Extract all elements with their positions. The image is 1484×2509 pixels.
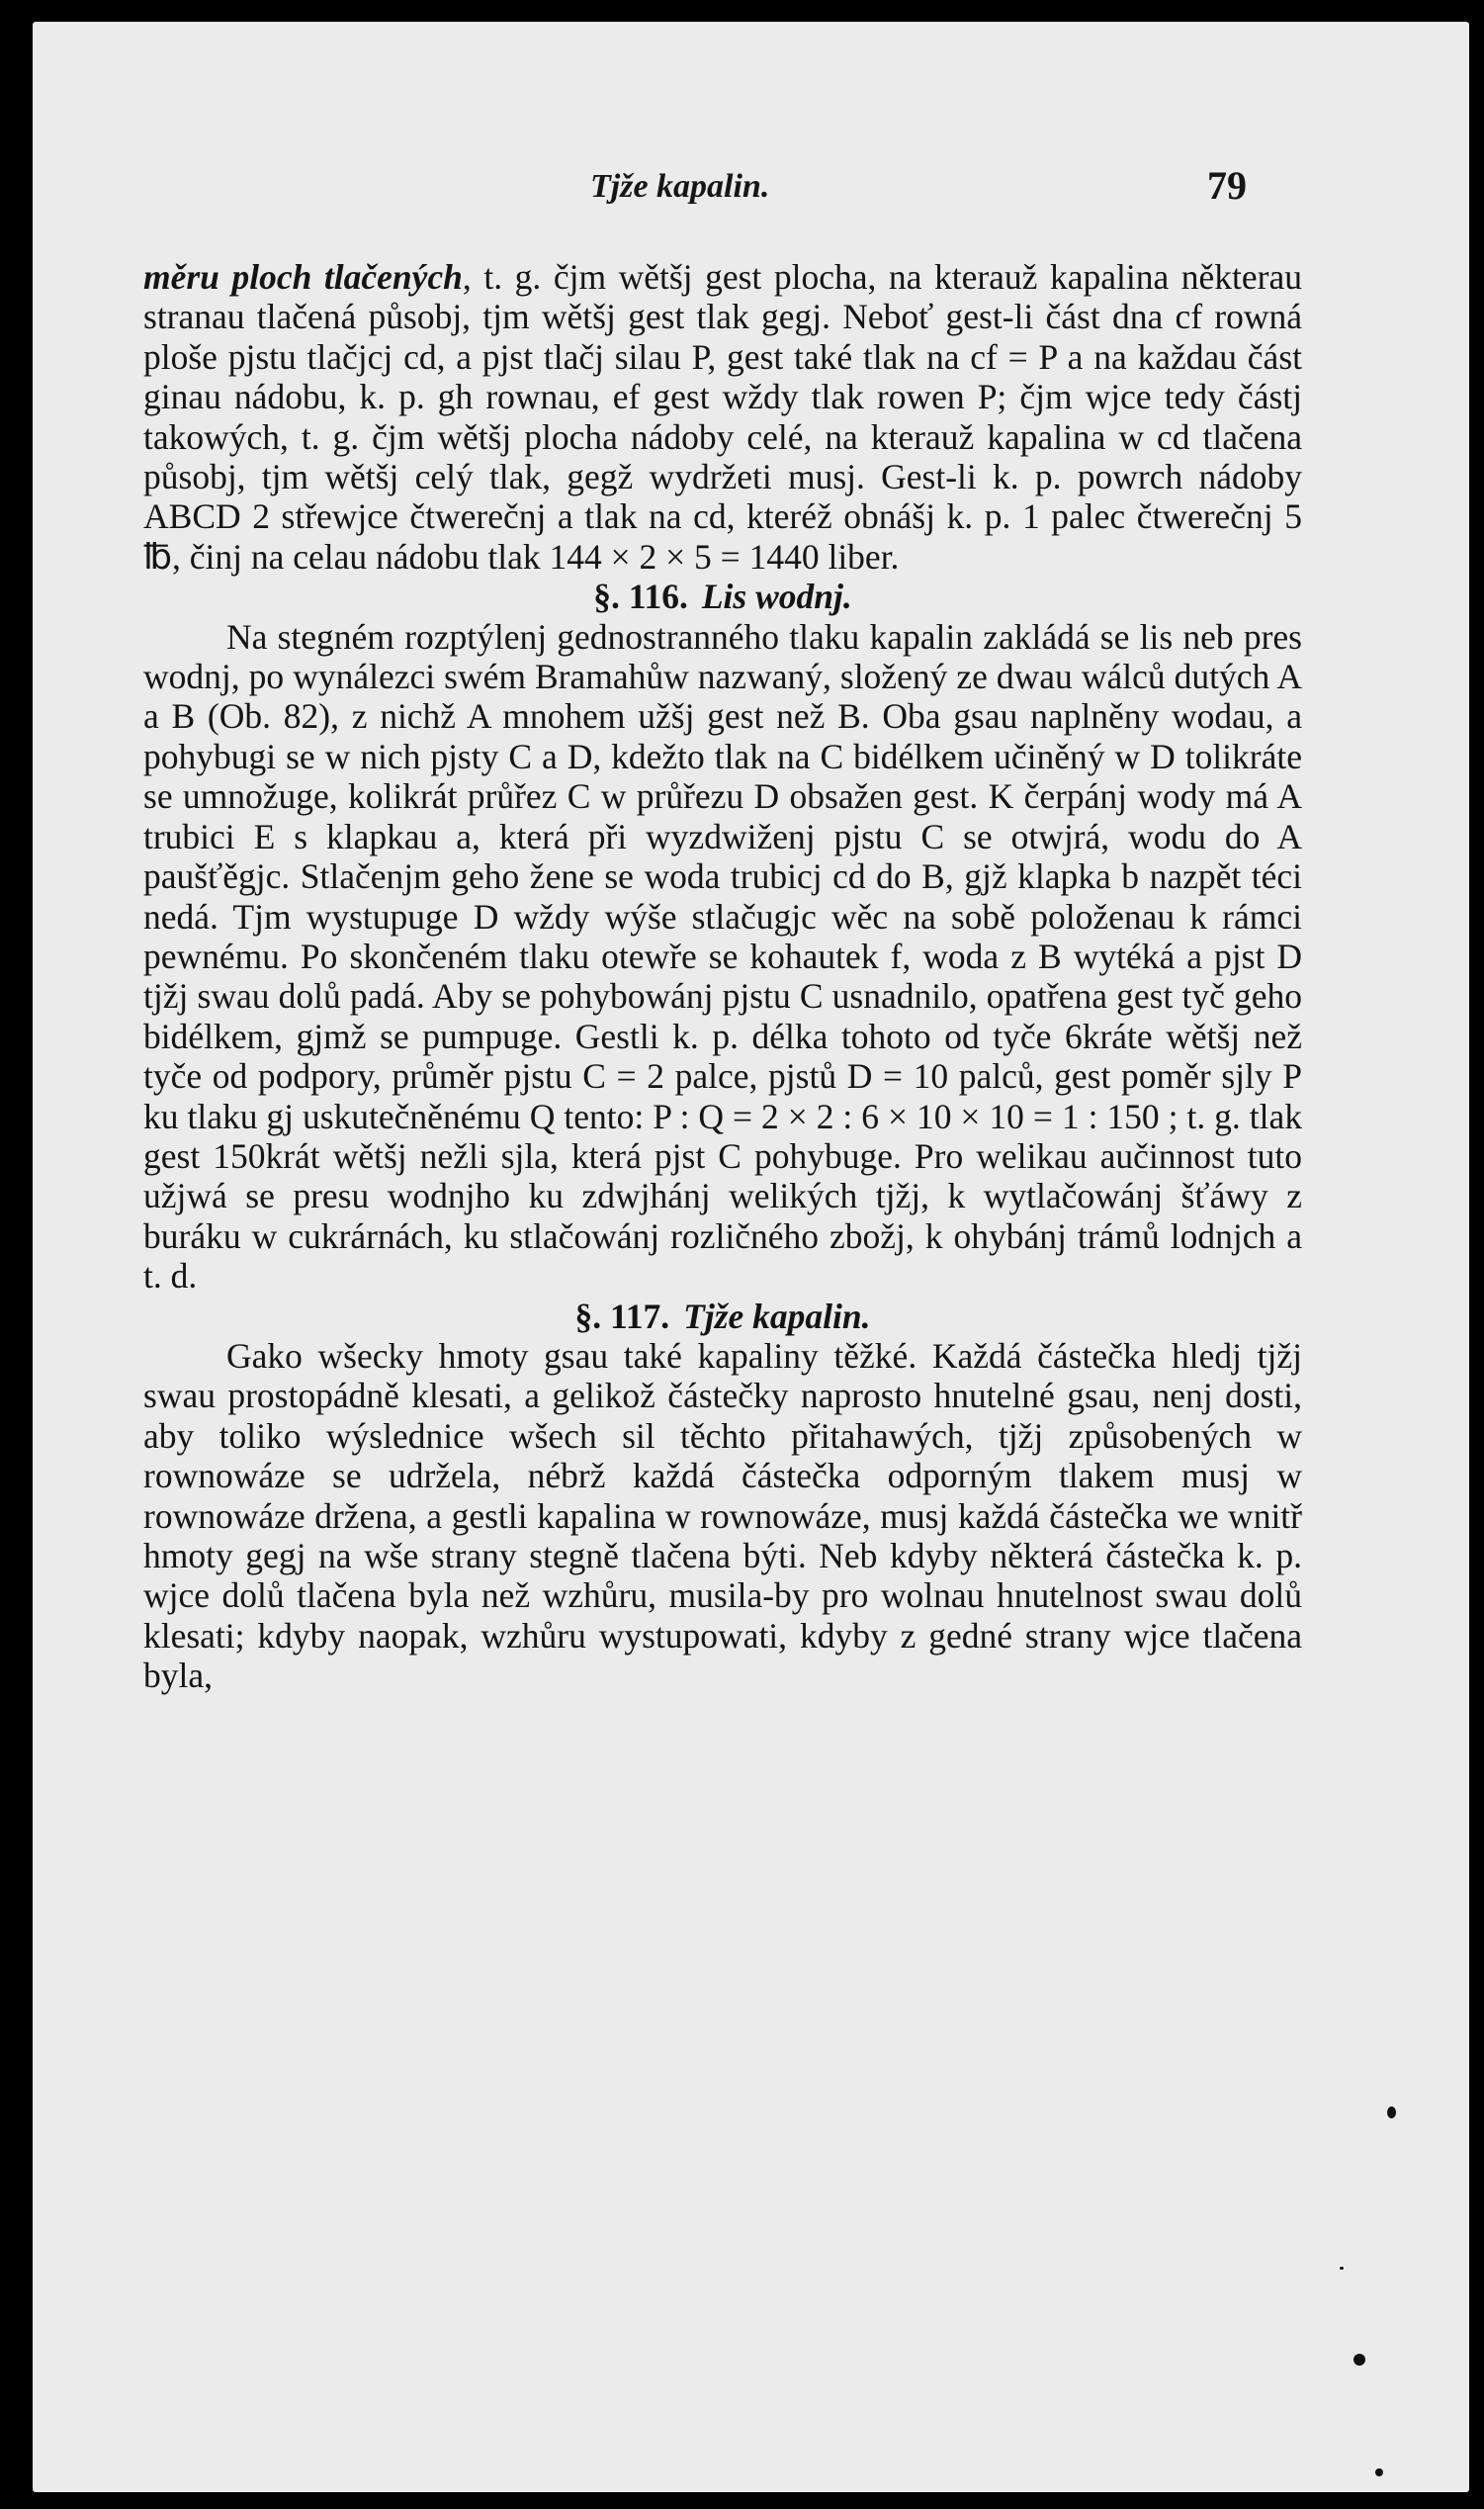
ink-speck xyxy=(1353,2354,1365,2366)
section-117-heading xyxy=(143,1297,1302,1336)
ink-speck xyxy=(1375,2468,1383,2476)
section-117-number: §. 117. xyxy=(574,1296,670,1336)
paragraph-1-text: , t. g. čjm wětšj gest plocha, na kterauž kapalina některau stranau tlačená působj, tjm wětšj gest tlak gegj. Neboť gest-li část dna cf rowná ploše pjstu tlačjcj cd, a pjst tlačj silau P, gest také tlak na cf = P a na každau část ginau nádobu, k. p. gh rownau, ef gest wždy tlak rowen P; čjm wjce tedy částj takowých, t. g. čjm wětšj plocha nádoby celé, na kterauž kapalina w cd tlačena působj, tjm wětšj celý tlak, gegž wydržeti musj. Gest-li k. p. powrch nádoby ABCD 2 střewjce čtwerečnj a tlak na cd, kteréž obnášj k. p. 1 palec čtwerečnj 5 ℔, činj na celau nádobu tlak 144 × 2 × 5 = 1440 liber. xyxy=(143,257,1302,577)
section-117-title: Tjže kapalin. xyxy=(683,1296,871,1336)
running-head: Tjže kapalin. xyxy=(590,168,770,205)
paragraph-2: Na stegném rozptýlenj gednostranného tlaku kapalin zakládá se lis neb pres wodnj, po wynálezci swém Bramahůw nazwaný, složený ze dwau wálců dutých A a B (Ob. 82), z nichž A mnohem užšj gest než B. Oba gsau naplněny wodau, a pohybugi se w nich pjsty C a D, kdežto tlak na C bidélkem učiněný w D tolikráte se umnožuge, kolikrát průřez C w průřezu D obsažen gest. K čerpánj wody má A trubici E s klapkau a, která při wyzdwiženj pjstu C se otwjrá, wodu do A paušťěgjc. Stlačenjm geho žene se woda trubicj cd do B, gjž klapka b nazpět téci nedá. Tjm wystupuge D wždy wýše stlačugjc wěc na sobě položenau k rámci pewnému. Po skončeném tlaku otewře se kohautek f, woda z B wytéká a pjst D tjžj swau dolů padá. Aby se pohybowánj pjstu C usnadnilo, opatřena gest tyč geho bidélkem, gjmž se pumpuge. Gestli k. p. délka tohoto od tyče 6kráte wětšj než tyče od podpory, průměr pjstu C = 2 palce, pjstů D = 10 palců, gest poměr sjly P ku tlaku gj uskutečněnému Q tento: P : Q = 2 × 2 : 6 × 10 × 10 = 1 : 150 ; t. g. tlak gest 150krát wětšj nežli sjla, která pjst C pohybuge. Pro welikau aučinnost tuto užjwá se presu wodnjho ku zdwjhánj welikých tjžj, k wytlačowánj šťáwy z buráku w cukrárnách, ku stlačowánj rozličného zbožj, k ohybánj trámů lodnjch a t. d. xyxy=(143,616,1302,1297)
section-116-heading xyxy=(143,577,1302,616)
paragraph-1-lead: měru ploch tlačených xyxy=(143,257,463,297)
ink-speck xyxy=(1340,2267,1344,2270)
book-page xyxy=(33,22,1469,2492)
ink-speck xyxy=(1387,2106,1396,2118)
body-text xyxy=(143,257,1302,1696)
paragraph-3: Gako wšecky hmoty gsau také kapaliny těžké. Každá částečka hledj tjžj swau prostopádně klesati, a gelikož částečky naprosto hnutelné gsau, nenj dosti, aby toliko wýslednice wšech sil těchto přitahawých, tjžj způsobených w rownowáze se udržela, nébrž každá částečka odporným tlakem musj w rownowáze držena, a gestli kapalina w rownowáze, musj každá částečka we wnitř hmoty gegj na wše strany stegně tlačena býti. Neb kdyby některá částečka k. p. wjce dolů tlačena byla než wzhůru, musila-by pro wolnau hnutelnost swau dolů klesati; kdyby naopak, wzhůru wystupowati, kdyby z gedné strany wjce tlačena byla, xyxy=(143,1335,1302,1696)
section-116-number: §. 116. xyxy=(593,577,688,617)
section-116-title: Lis wodnj. xyxy=(701,577,852,617)
page-header xyxy=(33,163,1469,218)
paragraph-1 xyxy=(143,257,1302,577)
page-number: 79 xyxy=(1207,163,1247,208)
